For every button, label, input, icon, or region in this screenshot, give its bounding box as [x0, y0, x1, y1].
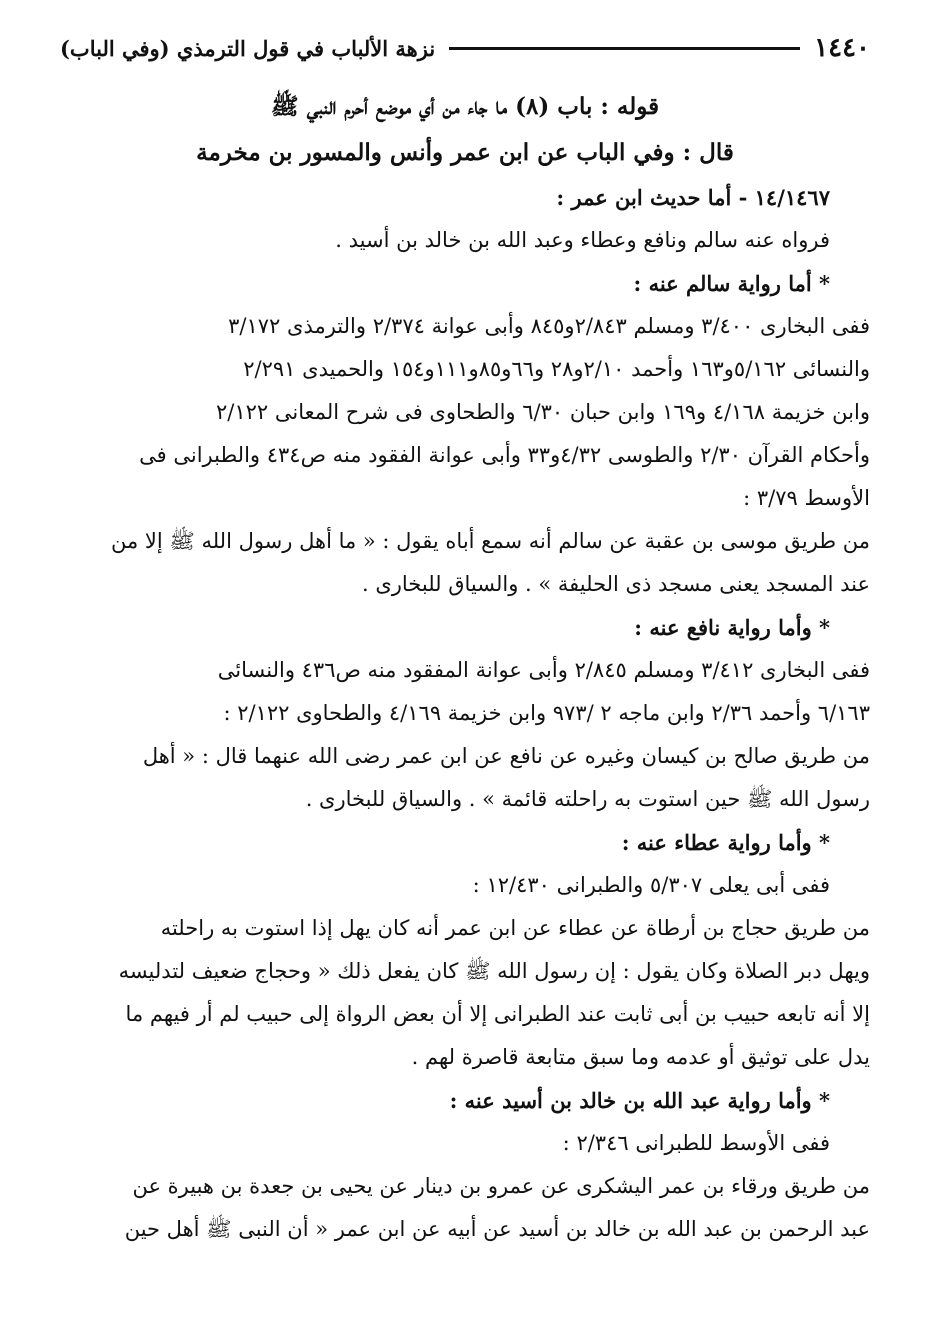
ata-sources — [60, 864, 870, 907]
ata-text-line: من طريق حجاج بن أرطاة عن عطاء عن ابن عمر أنه كان يهل إذا استوت به راحلته — [160, 916, 870, 940]
nafi-sources-line: ففى البخارى ٣/٤١٢ ومسلم ٢/٨٤٥ وأبى عوانة المفقود منه ص٤٣٦ والنسائى — [217, 658, 870, 682]
page-number: ١٤٤٠ — [814, 33, 870, 63]
nafi-text-line: من طريق صالح بن كيسان وغيره عن نافع عن ابن عمر رضى الله عنهما قال : « أهل — [142, 744, 870, 768]
nafi-text-line: رسول الله ﷺ حين استوت به راحلته قائمة » . والسياق للبخارى . — [305, 787, 870, 811]
nafi-text — [60, 735, 870, 821]
abdullah-text-line: عبد الرحمن بن عبد الله بن خالد بن أسيد عن أبيه عن ابن عمر « أن النبى ﷺ أهل حين — [124, 1217, 870, 1241]
abdullah-heading: * وأما رواية عبد الله بن خالد بن أسيد عنه : — [449, 1088, 830, 1113]
ata-text-line: يدل على توثيق أو عدمه وما سبق متابعة قاصرة لهم . — [411, 1045, 870, 1069]
salim-sources-line: الأوسط ٣/٧٩ : — [743, 486, 870, 510]
ata-sources-line: ففى أبى يعلى ٥/٣٠٧ والطبرانى ١٢/٤٣٠ : — [472, 873, 830, 897]
running-title: نزهة الألباب في قول الترمذي (وفي الباب) — [60, 35, 436, 61]
narrators-line: فرواه عنه سالم ونافع وعطاء وعبد الله بن خالد بن أسيد . — [335, 228, 830, 252]
page-header — [60, 28, 870, 68]
salim-sources-line: وابن خزيمة ٤/١٦٨ و١٦٩ وابن حبان ٦/٣٠ والطحاوى فى شرح المعانى ٢/١٢٢ — [215, 400, 870, 424]
salim-sources-line: والنسائى ٥/١٦٢و١٦٣ وأحمد ٢/١٠و٢٨ و٦٦و٨٥و١١١و١٥٤ والحميدى ٢/٢٩١ — [243, 357, 870, 381]
salim-text-line: عند المسجد يعنى مسجد ذى الحليفة » . والسياق للبخارى . — [361, 572, 870, 596]
hadith-heading: ١٤/١٤٦٧ - أما حديث ابن عمر : — [556, 185, 830, 210]
nafi-sources-line: ٦/١٦٣ وأحمد ٢/٣٦ وابن ماجه ٢ /٩٧٣ وابن خزيمة ٤/١٦٩ والطحاوى ٢/١٢٢ : — [223, 701, 870, 725]
nafi-heading: * وأما رواية نافع عنه : — [634, 615, 830, 640]
ata-text — [60, 907, 870, 1079]
abdullah-text-line: من طريق ورقاء بن عمر اليشكرى عن عمرو بن دينار عن يحيى بن جعدة بن هبيرة عن — [132, 1174, 870, 1198]
salim-sources-line: وأحكام القرآن ٢/٣٠ والطوسى ٤/٣٢و٣٣ وأبى عوانة الفقود منه ص٤٣٤ والطبرانى فى — [139, 443, 870, 467]
abdullah-sources — [60, 1122, 870, 1165]
ata-text-line: ويهل دبر الصلاة وكان يقول : إن رسول الله ﷺ كان يفعل ذلك « وحجاج ضعيف لتدليسه — [118, 959, 870, 983]
abdullah-text — [60, 1165, 870, 1251]
salim-sources — [60, 305, 870, 520]
ata-heading: * وأما رواية عطاء عنه : — [621, 830, 830, 855]
abdullah-sources-line: ففى الأوسط للطبرانى ٢/٣٤٦ : — [562, 1131, 830, 1155]
chapter-title: قوله : باب (٨) ما جاء من أي موضع أحرم النبي ﷺ — [270, 93, 660, 120]
salim-heading: * أما رواية سالم عنه : — [633, 271, 830, 296]
nafi-sources — [60, 649, 870, 735]
chapter-subtitle: قال : وفي الباب عن ابن عمر وأنس والمسور بن مخرمة — [196, 139, 734, 166]
salim-text-line: من طريق موسى بن عقبة عن سالم أنه سمع أباه يقول : « ما أهل رسول الله ﷺ إلا من — [111, 529, 870, 553]
salim-text — [60, 520, 870, 606]
ata-text-line: إلا أنه تابعه حبيب بن أبى ثابت عند الطبرانى إلا أن بعض الرواة إلى حبيب لم أر فيهم ما — [125, 1002, 870, 1026]
salim-sources-line: ففى البخارى ٣/٤٠٠ ومسلم ٢/٨٤٣و٨٤٥ وأبى عوانة ٢/٣٧٤ والترمذى ٣/١٧٢ — [228, 314, 870, 338]
header-rule — [449, 47, 800, 50]
page-body — [60, 84, 870, 1251]
